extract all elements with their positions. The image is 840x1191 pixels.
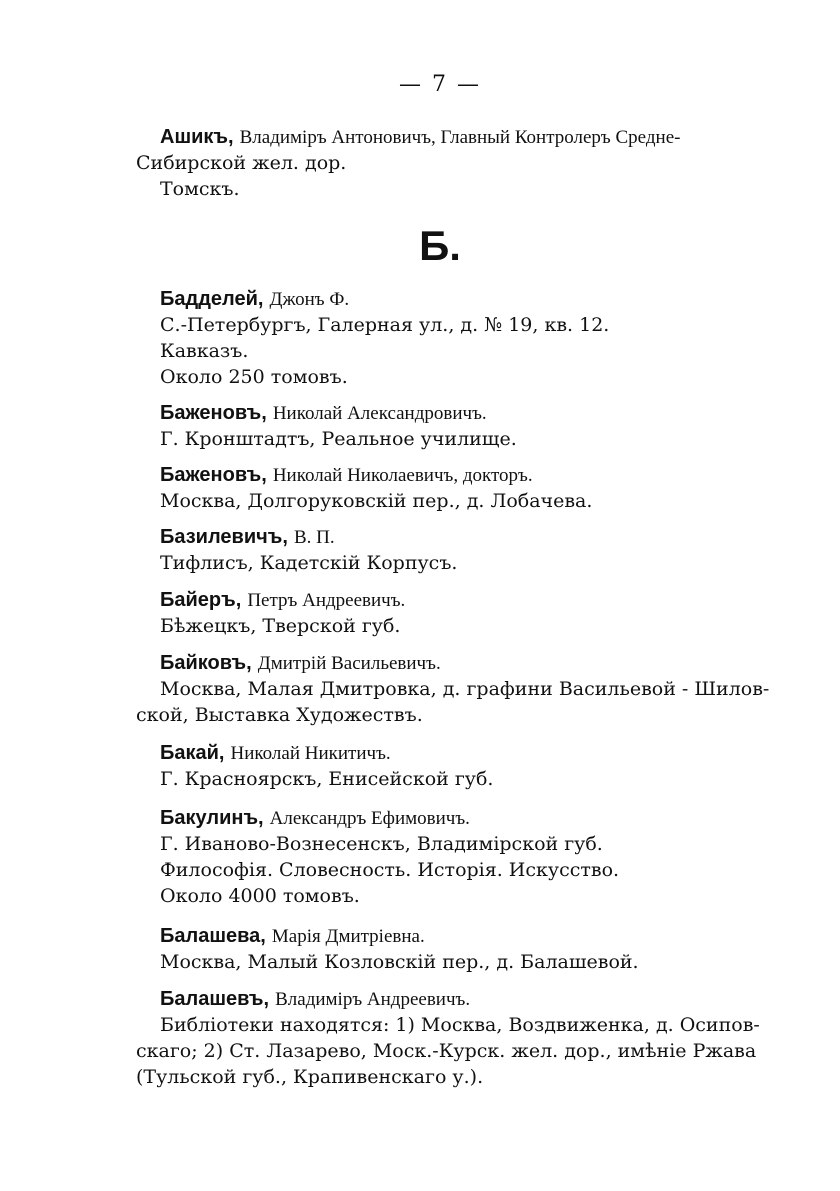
entry-line: Философія. Словесность. Исторія. Искусство. <box>160 859 620 881</box>
entry-line: Сибирской жел. дор. <box>136 152 347 174</box>
entry-surname: Баженовъ, <box>160 402 267 424</box>
directory-entry <box>160 286 750 390</box>
entry-line: Бѣжецкъ, Тверской губ. <box>160 615 401 637</box>
entry-line: Москва, Долгоруковскій пер., д. Лобачева. <box>160 490 593 512</box>
directory-entry <box>160 524 750 576</box>
entry-details: В. П. <box>293 527 335 548</box>
directory-entry <box>160 740 750 792</box>
entry-details: Дмитрій Васильевичъ. <box>257 653 441 674</box>
entry-line: Библіотеки находятся: 1) Москва, Воздвиженка, д. Осипов- <box>160 1014 760 1036</box>
entry-surname: Бадделей, <box>160 288 264 310</box>
entry-line: Около 4000 томовъ. <box>160 885 360 907</box>
entry-surname: Байеръ, <box>160 589 242 611</box>
directory-entry <box>136 124 750 202</box>
entry-line: Томскъ. <box>160 178 240 200</box>
entry-details: Владиміръ Андреевичъ. <box>275 989 471 1010</box>
entry-details: Николай Александровичъ. <box>272 403 487 424</box>
entry-line: Около 250 томовъ. <box>160 366 348 388</box>
entry-surname: Бакулинъ, <box>160 807 264 829</box>
entry-line: Г. Кронштадтъ, Реальное училище. <box>160 428 517 450</box>
entry-surname: Балашева, <box>160 925 266 947</box>
entry-line: С.-Петербургъ, Галерная ул., д. № 19, кв. 12. <box>160 314 610 336</box>
entry-surname: Базилевичъ, <box>160 526 288 548</box>
entry-surname: Бакай, <box>160 742 225 764</box>
directory-entry <box>160 805 750 909</box>
section-letter: Б. <box>419 222 461 269</box>
entry-details: Николай Никитичъ. <box>230 743 391 764</box>
directory-entry <box>136 986 760 1090</box>
entry-line: ской, Выставка Художествъ. <box>136 704 423 726</box>
entry-line: Москва, Малая Дмитровка, д. графини Васильевой - Шилов- <box>160 678 770 700</box>
entry-details: Александръ Ефимовичъ. <box>269 808 470 829</box>
entry-details: Петръ Андреевичъ. <box>247 590 406 611</box>
entry-line: Тифлисъ, Кадетскій Корпусъ. <box>160 552 458 574</box>
entry-line: Москва, Малый Козловскій пер., д. Балашевой. <box>160 951 639 973</box>
entry-line: скаго; 2) Ст. Лазарево, Моск.-Курск. жел. дор., имѣніе Ржава <box>136 1040 757 1062</box>
directory-entry <box>160 400 750 452</box>
entry-line: Г. Иваново-Вознесенскъ, Владимірской губ. <box>160 833 603 855</box>
directory-entry <box>160 923 750 975</box>
page-number: — 7 — <box>399 72 481 97</box>
entry-surname: Баженовъ, <box>160 464 267 486</box>
entry-line: Г. Красноярскъ, Енисейской губ. <box>160 768 494 790</box>
entry-surname: Байковъ, <box>160 652 252 674</box>
entry-surname: Ашикъ, <box>160 126 234 148</box>
entry-details: Николай Николаевичъ, докторъ. <box>272 465 533 486</box>
entry-line: Кавказъ. <box>160 340 249 362</box>
entry-line: (Тульской губ., Крапивенскаго у.). <box>136 1066 484 1088</box>
entry-details: Владиміръ Антоновичъ, Главный Контролеръ Средне- <box>239 127 681 148</box>
directory-entry <box>160 587 750 639</box>
entry-details: Джонъ Ф. <box>269 289 350 310</box>
entry-details: Марія Дмитріевна. <box>271 926 425 947</box>
directory-entry <box>136 650 770 728</box>
directory-entry <box>160 462 750 514</box>
entry-surname: Балашевъ, <box>160 988 270 1010</box>
